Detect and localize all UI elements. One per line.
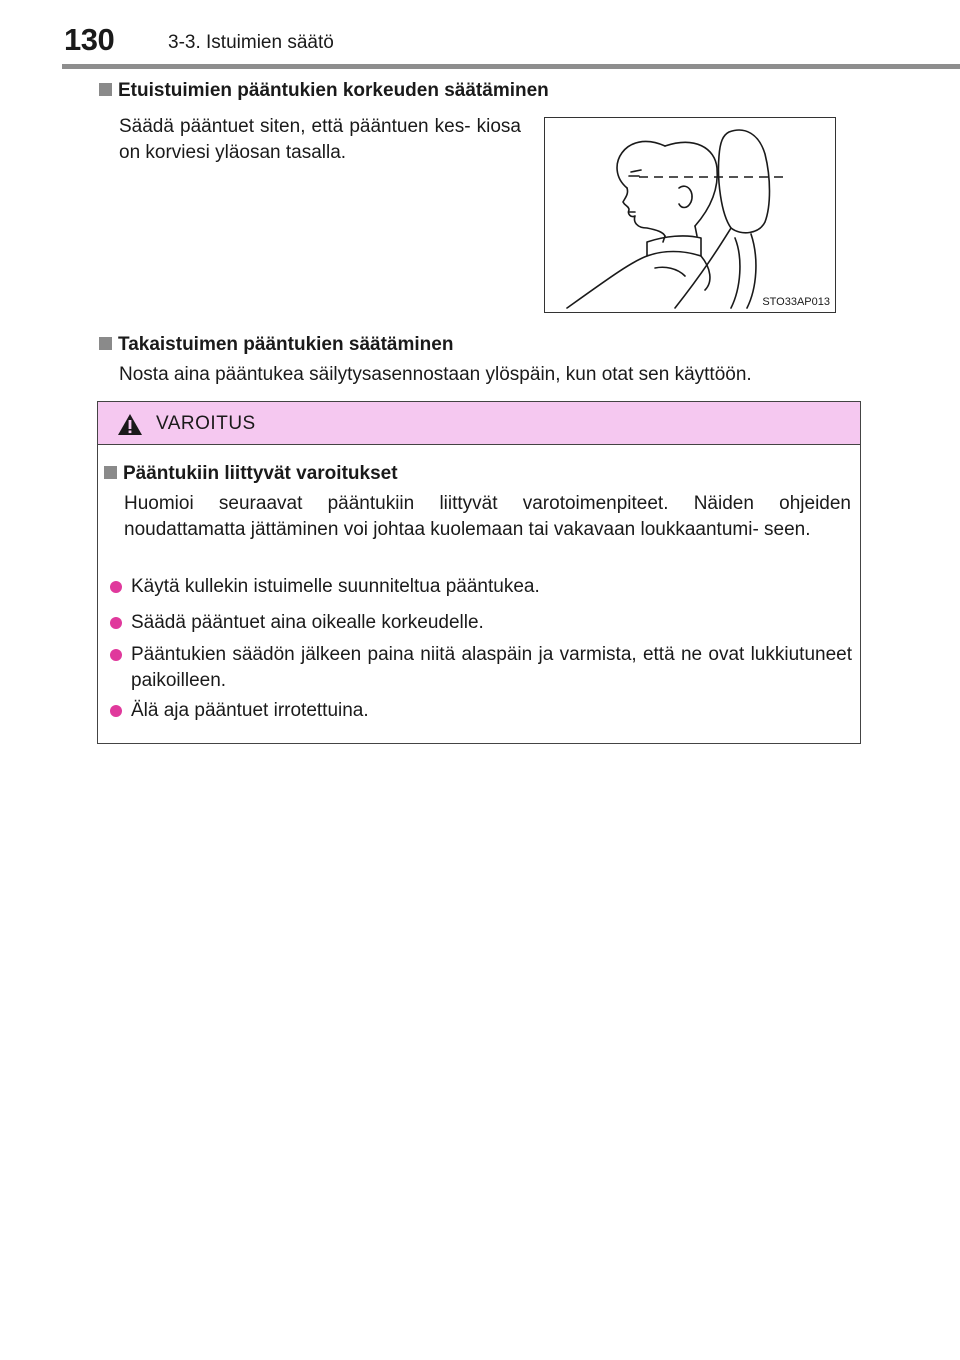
headrest-illustration — [544, 117, 836, 313]
front-headrest-heading-text: Etuistuimien pääntukien korkeuden säätäminen — [118, 80, 549, 101]
warning-bullet-text: Pääntukien säädön jälkeen paina niitä alaspäin ja varmista, että ne ovat lukkiutuneet paikoilleen. — [131, 644, 852, 691]
warning-bullet — [104, 698, 852, 724]
section-title: 3-3. Istuimien säätö — [168, 32, 334, 53]
figure-code: STO33AP013 — [762, 296, 830, 308]
front-headrest-heading — [99, 80, 549, 102]
rear-headrest-text: Nosta aina pääntukea säilytysasennostaan ylöspäin, kun otat sen käyttöön. — [119, 364, 752, 385]
warning-bullet — [104, 642, 852, 694]
warning-header — [98, 402, 860, 445]
warning-bullet — [104, 574, 852, 600]
bullet-dot-icon — [110, 581, 122, 593]
bullet-dot-icon — [110, 649, 122, 661]
rear-headrest-heading-text: Takaistuimen pääntukien säätäminen — [118, 334, 454, 355]
square-marker-icon — [99, 337, 112, 350]
warning-bullet-text: Käytä kullekin istuimelle suunniteltua pääntukea. — [131, 576, 540, 597]
warning-bullet-text: Älä aja pääntuet irrotettuina. — [131, 700, 369, 721]
warning-bullet-text: Säädä pääntuet aina oikealle korkeudelle. — [131, 612, 484, 633]
warning-triangle-icon — [117, 413, 143, 436]
warning-box — [97, 401, 861, 744]
warning-intro: Huomioi seuraavat pääntukiin liittyvät varotoimenpiteet. Näiden ohjeiden noudattamatta jättäminen voi johtaa kuolemaan tai vakavaan loukkaantumi- seen. — [124, 493, 851, 540]
header-rule — [62, 64, 960, 69]
warning-title: VAROITUS — [156, 413, 256, 434]
bullet-dot-icon — [110, 617, 122, 629]
warning-bullet — [104, 610, 852, 636]
square-marker-icon — [99, 83, 112, 96]
page-number: 130 — [64, 22, 115, 57]
bullet-dot-icon — [110, 705, 122, 717]
warning-heading — [104, 463, 398, 485]
warning-heading-text: Pääntukiin liittyvät varoitukset — [123, 463, 398, 484]
rear-headrest-heading — [99, 334, 453, 356]
square-marker-icon — [104, 466, 117, 479]
front-headrest-text: Säädä pääntuet siten, että pääntuen kes- kiosa on korviesi yläosan tasalla. — [119, 116, 521, 163]
head-and-headrest-drawing — [545, 118, 835, 312]
